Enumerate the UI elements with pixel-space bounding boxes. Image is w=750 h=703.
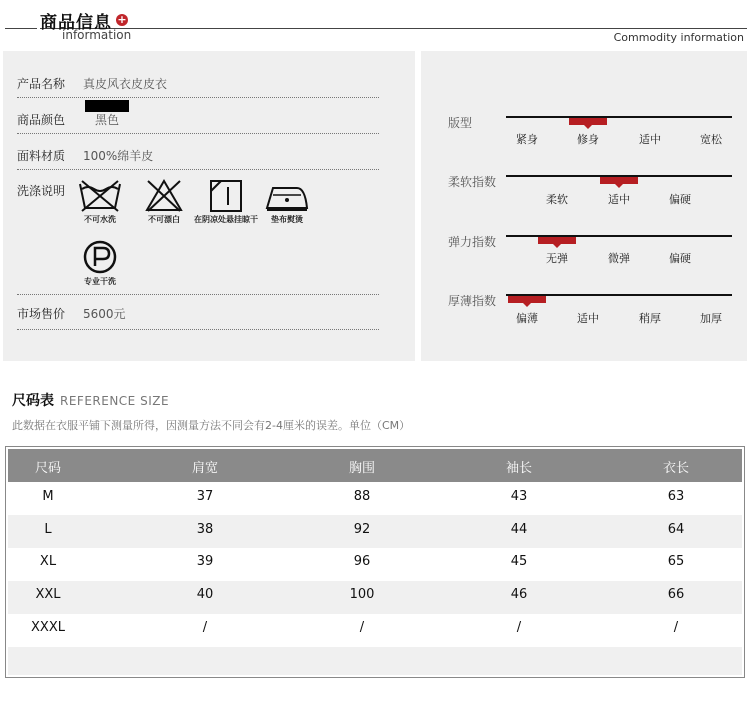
table-cell: / [673, 620, 679, 635]
index-option: 偏硬 [669, 193, 691, 206]
plus-icon: + [117, 13, 127, 26]
product-price-value: 5600元 [83, 307, 126, 321]
table-cell: 92 [353, 522, 371, 537]
wash-item-label: 不可水洗 [84, 215, 116, 224]
index-label-thickness: 厚薄指数 [448, 294, 497, 308]
product-material-label: 面料材质 [17, 149, 66, 163]
professional-dry-clean-icon [80, 238, 120, 276]
section-subtitle: information [62, 28, 132, 42]
size-table [5, 446, 745, 678]
header-rule [40, 28, 747, 29]
hang-dry-shade-icon [208, 178, 244, 214]
no-water-wash-icon [76, 178, 124, 214]
index-marker-thickness [508, 296, 546, 303]
table-cell: 63 [667, 489, 685, 504]
table-cell: 100 [349, 587, 375, 602]
index-option: 无弹 [546, 252, 568, 265]
size-chart-title: 尺码表 [12, 393, 54, 409]
table-cell: 64 [667, 522, 685, 537]
wash-item-label: 在阴凉处悬挂晾干 [194, 215, 258, 224]
table-cell: XXXL [31, 620, 65, 635]
column-header: 袖长 [505, 461, 533, 476]
table-cell: 65 [667, 554, 685, 569]
table-cell: 45 [510, 554, 528, 569]
table-cell: 46 [510, 587, 528, 602]
product-info-panel [3, 51, 415, 361]
index-option: 适中 [608, 193, 630, 206]
iron-with-cloth-icon [263, 178, 311, 214]
size-chart-note: 此数据在衣服平铺下测量所得，因测量方法不同会有2-4厘米的误差。单位（CM） [12, 419, 411, 432]
table-cell: / [202, 620, 208, 635]
table-cell: 38 [196, 522, 214, 537]
product-price-label: 市场售价 [17, 307, 66, 321]
index-option: 加厚 [700, 312, 722, 325]
column-header: 肩宽 [191, 461, 219, 476]
table-cell: L [44, 522, 52, 537]
product-color-value: 黑色 [95, 113, 120, 127]
table-cell: 37 [196, 489, 214, 504]
column-header: 衣长 [662, 461, 690, 476]
column-header: 胸围 [348, 461, 376, 476]
table-cell: / [516, 620, 522, 635]
fabric-index-panel [421, 51, 747, 361]
wash-item-no-water [75, 178, 125, 225]
no-bleach-icon [144, 178, 184, 214]
index-option: 宽松 [700, 133, 722, 146]
table-cell: 88 [353, 489, 371, 504]
wash-item-label: 专业干洗 [84, 277, 116, 286]
index-label-elasticity: 弹力指数 [448, 235, 497, 249]
product-color-row [17, 98, 379, 134]
wash-item-dry-clean [75, 238, 125, 287]
size-chart-title-en: REFERENCE SIZE [60, 394, 170, 408]
index-option: 偏硬 [669, 252, 691, 265]
table-cell: 43 [510, 489, 528, 504]
index-marker-softness [600, 177, 638, 184]
section-right-caption: Commodity information [613, 31, 744, 44]
index-marker-elasticity [538, 237, 576, 244]
index-option: 偏薄 [516, 312, 538, 325]
index-option: 稍厚 [639, 312, 661, 325]
index-option: 紧身 [516, 133, 538, 146]
table-cell: / [359, 620, 365, 635]
index-label-softness: 柔软指数 [448, 175, 497, 189]
product-price-underline [17, 294, 379, 330]
index-option: 适中 [577, 312, 599, 325]
table-row-stripe [8, 647, 742, 675]
wash-item-label: 不可漂白 [148, 215, 180, 224]
table-cell: 96 [353, 554, 371, 569]
wash-item-no-bleach [138, 178, 190, 225]
index-option: 柔软 [546, 193, 568, 206]
table-row-stripe [8, 581, 742, 614]
product-name-value: 真皮风衣皮皮衣 [83, 77, 168, 91]
product-material-value: 100%绵羊皮 [83, 149, 154, 163]
index-option: 适中 [639, 133, 661, 146]
table-cell: M [42, 489, 54, 504]
section-title: 商品信息 [40, 13, 112, 33]
table-cell: 40 [196, 587, 214, 602]
column-header: 尺码 [34, 461, 62, 476]
index-marker-fit [569, 118, 607, 125]
table-cell: 44 [510, 522, 528, 537]
product-name-row [17, 62, 379, 98]
table-row-stripe [8, 515, 742, 548]
header-rule-left [5, 28, 37, 29]
wash-item-hang-dry [188, 178, 264, 225]
table-cell: 66 [667, 587, 685, 602]
index-option: 微弹 [608, 252, 630, 265]
product-material-row [17, 134, 379, 170]
product-name-label: 产品名称 [17, 77, 66, 91]
table-cell: 39 [196, 554, 214, 569]
wash-item-iron [261, 178, 313, 225]
index-label-fit: 版型 [448, 116, 473, 130]
product-color-label: 商品颜色 [17, 113, 66, 127]
index-line-fit [506, 116, 732, 118]
table-cell: XXL [35, 587, 61, 602]
table-cell: XL [39, 554, 57, 569]
wash-instructions-label: 洗涤说明 [17, 184, 66, 198]
wash-item-label: 垫布熨烫 [271, 215, 303, 224]
index-option: 修身 [577, 133, 599, 146]
